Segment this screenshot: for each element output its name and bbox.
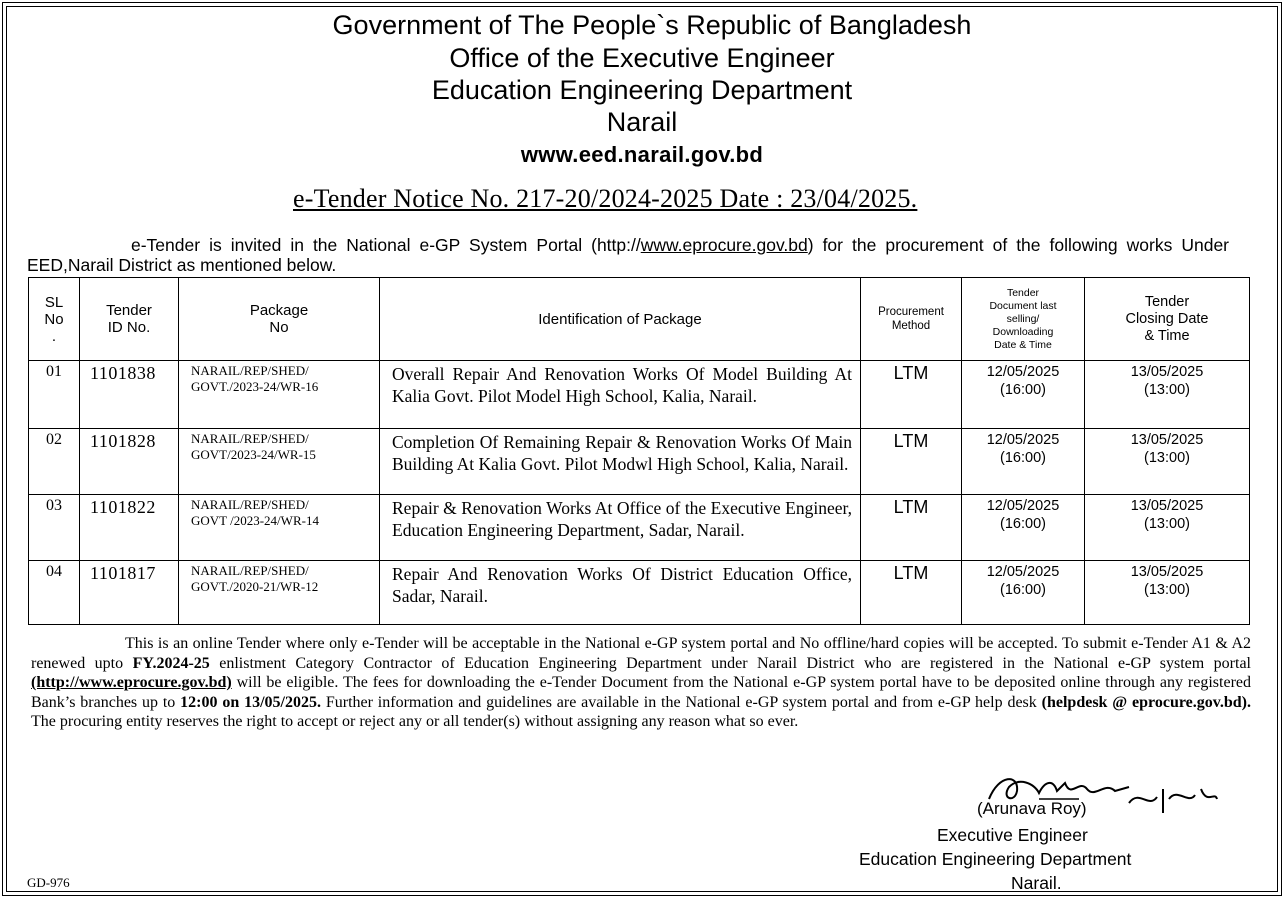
row-tender-id: 1101822 bbox=[80, 495, 179, 561]
row-package-no: NARAIL/REP/SHED/ GOVT /2023-24/WR-14 bbox=[179, 495, 380, 561]
department-title: Education Engineering Department bbox=[431, 75, 853, 105]
table-row bbox=[29, 495, 1250, 561]
row-tender-id: 1101817 bbox=[80, 561, 179, 625]
deadline: 12:00 on 13/05/2025. bbox=[180, 693, 321, 711]
header-tender-id: Tender ID No. bbox=[80, 278, 179, 361]
header-procurement-method: Procurement Method bbox=[861, 278, 962, 361]
row-method: LTM bbox=[861, 495, 962, 561]
intro-text-2: ) for the procurement of the following works Under EED,Narail District as mentioned below. bbox=[27, 235, 1230, 275]
row-document-date: 12/05/2025 (16:00) bbox=[962, 495, 1085, 561]
row-document-date: 12/05/2025 (16:00) bbox=[962, 561, 1085, 625]
row-identification: Overall Repair And Renovation Works Of Model Building At Kalia Govt. Pilot Model High School, Kalia, Narail. bbox=[380, 361, 861, 429]
row-closing-date: 13/05/2025 (13:00) bbox=[1085, 361, 1250, 429]
government-title: Government of The People`s Republic of Bangladesh bbox=[332, 10, 972, 40]
row-method: LTM bbox=[861, 361, 962, 429]
office-title: Office of the Executive Engineer bbox=[449, 43, 835, 73]
row-package-no: NARAIL/REP/SHED/ GOVT./2020-21/WR-12 bbox=[179, 561, 380, 625]
row-document-date: 12/05/2025 (16:00) bbox=[962, 429, 1085, 495]
row-package-no: NARAIL/REP/SHED/ GOVT/2023-24/WR-15 bbox=[179, 429, 380, 495]
document-code: GD-976 bbox=[27, 875, 70, 890]
header-package-no: Package No bbox=[179, 278, 380, 361]
table-row bbox=[29, 561, 1250, 625]
letterhead bbox=[3, 9, 1281, 172]
row-sl: 02 bbox=[29, 429, 80, 495]
intro-paragraph bbox=[27, 235, 1229, 275]
row-tender-id: 1101828 bbox=[80, 429, 179, 495]
terms-paragraph: This is an online Tender where only e-Tender will be acceptable in the National e-GP system portal and No offline/hard copies will be accepted. To submit e-Tender A1 & A2 renewed upto FY.2024-25 enlistment Category Contractor of Education Engineering Department under Narail District who are registered in the National e-GP system portal (http://www.eprocure.gov.bd) will be eligible. The fees for downloading the e-Tender Document from the National e-GP system portal have to be deposited online through any registered Bank’s branches up to 12:00 on 13/05/2025. Further information and guidelines are available in the National e-GP system portal and from e-GP help desk (helpdesk @ eprocure.gov.bd). The procuring entity reserves the right to accept or reject any or all tender(s) without assigning any reason what so ever. bbox=[31, 635, 1252, 731]
header-identification: Identification of Package bbox=[380, 278, 861, 361]
signatory-name: (Arunava Roy) bbox=[977, 799, 1087, 818]
row-closing-date: 13/05/2025 (13:00) bbox=[1085, 495, 1250, 561]
row-closing-date: 13/05/2025 (13:00) bbox=[1085, 429, 1250, 495]
signatory-title: Executive Engineer bbox=[937, 825, 1088, 845]
row-tender-id: 1101838 bbox=[80, 361, 179, 429]
website-url: www.eed.narail.gov.bd bbox=[520, 142, 764, 167]
row-closing-date: 13/05/2025 (13:00) bbox=[1085, 561, 1250, 625]
row-sl: 03 bbox=[29, 495, 80, 561]
row-package-no: NARAIL/REP/SHED/ GOVT./2023-24/WR-16 bbox=[179, 361, 380, 429]
tender-table bbox=[28, 277, 1250, 625]
signatory-department: Education Engineering Department bbox=[859, 849, 1132, 869]
row-method: LTM bbox=[861, 429, 962, 495]
row-identification: Repair And Renovation Works Of District Education Office, Sadar, Narail. bbox=[380, 561, 861, 625]
row-document-date: 12/05/2025 (16:00) bbox=[962, 361, 1085, 429]
fiscal-year: FY.2024-25 bbox=[132, 654, 210, 672]
notice-title: e-Tender Notice No. 217-20/2024-2025 Date : 23/04/2025. bbox=[293, 184, 918, 213]
table-row bbox=[29, 361, 1250, 429]
header-document-date: Tender Document last selling/ Downloading Date & Time bbox=[962, 278, 1085, 361]
portal-link[interactable]: (http://www.eprocure.gov.bd) bbox=[31, 674, 232, 692]
signatory-place: Narail. bbox=[1011, 873, 1062, 893]
intro-portal-link[interactable]: www.eprocure.gov.bd bbox=[640, 235, 808, 255]
notice-page bbox=[2, 2, 1282, 896]
intro-text-1: e-Tender is invited in the National e-GP System Portal (http:// bbox=[131, 235, 641, 255]
row-identification: Completion Of Remaining Repair & Renovation Works Of Main Building At Kalia Govt. Pilot Modwl High School, Kalia, Narail. bbox=[380, 429, 861, 495]
row-method: LTM bbox=[861, 561, 962, 625]
table-row bbox=[29, 429, 1250, 495]
header-closing-date: Tender Closing Date & Time bbox=[1085, 278, 1250, 361]
row-identification: Repair & Renovation Works At Office of the Executive Engineer, Education Engineering Department, Sadar, Narail. bbox=[380, 495, 861, 561]
table-header-row bbox=[29, 278, 1250, 361]
header-sl: SL No . bbox=[29, 278, 80, 361]
helpdesk-email: (helpdesk @ eprocure.gov.bd). bbox=[1041, 693, 1251, 711]
row-sl: 01 bbox=[29, 361, 80, 429]
district-title: Narail bbox=[606, 107, 678, 137]
row-sl: 04 bbox=[29, 561, 80, 625]
